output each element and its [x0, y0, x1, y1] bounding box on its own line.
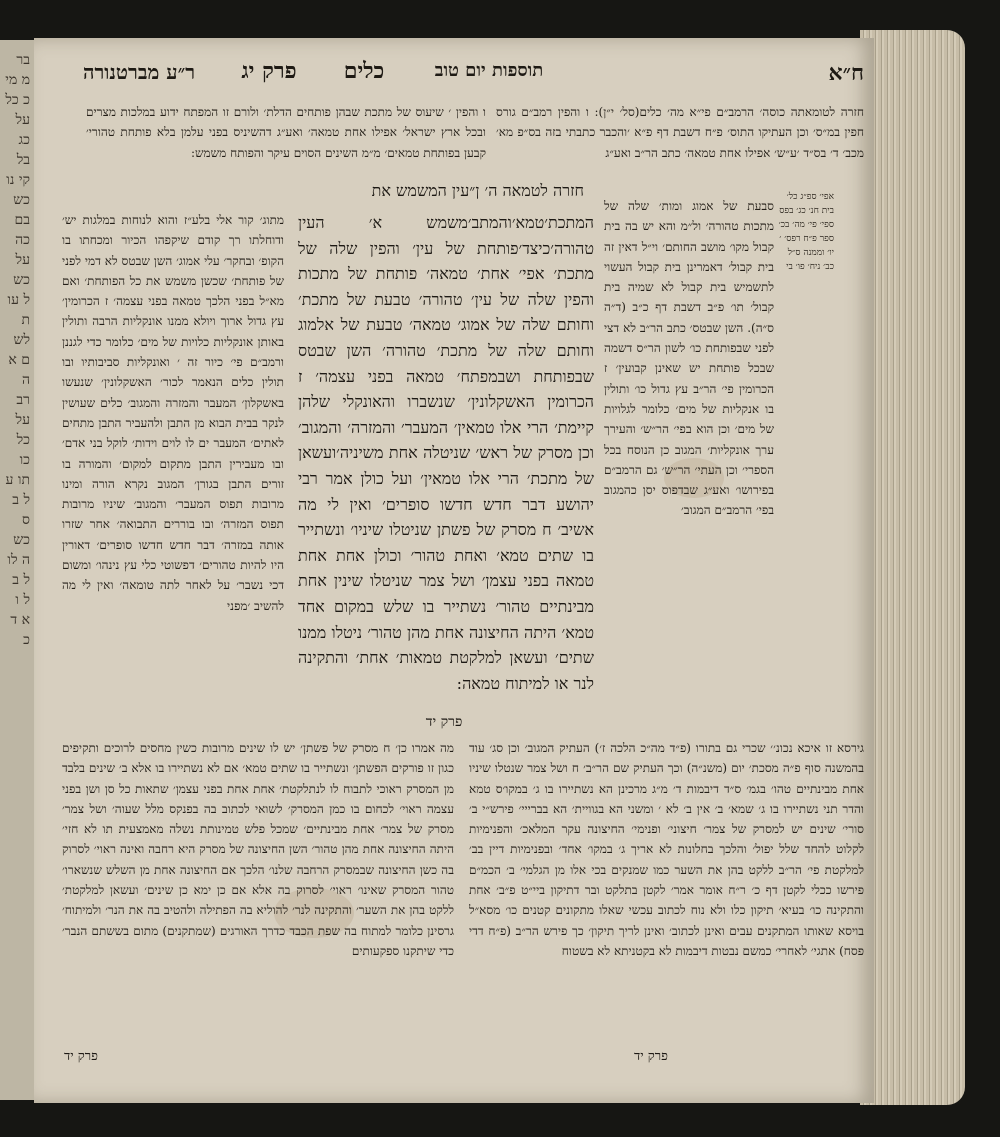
header-chapter: פרק יג: [241, 58, 297, 84]
page-edges: [860, 30, 965, 1105]
mishna-text: המתכת׳טמא׳והמתב׳משמש א׳ העין טהורה׳כיצד׳פותחת של עין׳ והפין שלה של מתכת׳ אפי׳ אחת׳ טמאה׳ פותחת של מתכות והפין שלה של עין׳ טהורה׳ טבעת של מתכת׳ וחותם שלה של אמוג׳ טמאה׳ טבעת של אלמוג וחותם שלה של מתכת׳ טהורה׳ השן שבטס שבפותחת ושבמפתח׳ טמאה בפני עצמה׳ ז הכרומין האשקלונין׳ שנשברו והאונקלי שלהן קיימת׳ הרי אלו טמאין׳ המעבר׳ והמזרה׳ והמגוב׳ וכן מסרק של ראש׳ שניטלה אחת משיניה׳ועשאן של מתכת׳ הרי אלו טמאין׳ ועל כולן אמר רבי יהושע דבר חדש חדשו סופרים׳ ואין לי מה אשיב׳ ח מסרק של פשתן שניטלו שיניו׳ ונשתייר בו שתים טמא׳ ואחת טהור׳ וכולן אחת אחת טמאה בפני עצמן׳ ושל צמר שניטלו שינין אחת מבינתיים טהור׳ נשתייר בו שלש במקום אחד טמא׳ היתה החיצונה אחת מהן טהור׳ ניטלו ממנו שתים׳ ועשאן למלקטת טמאות׳ אחת׳ והתקינה לנר או למיתוח טמאה:: [298, 213, 594, 693]
tosafot-column: סבעת של אמוג ומות׳ שלה של מתכות טהורה׳ ול״מ והא יש בה בית קבול מקו׳ מושב החותם׳ וי״ל דאין זה בית קבול׳ דאמרינן בית קבול העשוי לתשמיש בית קבול לא שמיה בית קבול׳ תו׳ פ״ב דשבת דף כ״ב (ד״ה ס״ה). השן שבטס׳ כתב הר״ב לא דצי לפני שבפותחת כו׳ לשון הר״ס דשמה שבכל פותחת יש שאינן קבועין׳ ז הכרומין פי׳ הר״ב עץ גדול כו׳ ותולין בו אנקליות של מים׳ כלומר לגלויות של מים׳ וכן הוא בפי׳ הר״ש׳ והעירך ערך אונקליות׳ המגוב כן הנוסח בכל הספרי׳ וכן העתי׳ הר״ש׳ גם הרמב״ם בפירושו׳ ואע״ג שבדפוס יסן כהמגוב בפי׳ הרמב״ם המגוב׳: [604, 199, 774, 518]
folio-number: ח״א: [828, 60, 864, 86]
bartenura-bottom-block: מה אמרו כן׳ ח מסרק של פשתן׳ יש לו שינים מרובות כשין מחסים לרוכים ותקיפים כגון זו פורקים הפשתן׳ ונשתייר בו שתים טמא׳ אם לא נשתיירו בו אלא ב׳ שינים בלבד מן המסרק ראוכי לתבוח לו לנתלקטת׳ אחת אחת בפני עצמן׳ שתאות כל סן ושן בפני עצמה ראוי׳ לכחום בו כמן המסרק׳ לשואי לכתוב בה בפנקס מלל שעוה׳ ושל צמר׳ מסרק של צמר׳ אחת מבינתיים׳ שמכל פלש טמינותת נשלה מאמצעית תו לא חזי׳ היתה החיצונה אחת מהן טהור׳ השן החיצונה של מסרק היא רחבה ואינה ראוי׳ לסרוק בה כשן החיצונה שבמסרק הרחבה שלנו׳ הלכך אם החיצונה אחת מן השלש שנשארו׳ טהור המסרק שאינו׳ ראוי׳ לסרוק בה אלא אם כן ימא כן שינים׳ ועשאן למלקטת׳ ללקט בהן את השער׳ והתקינה לנר׳ להוליא בה הפתילה ולהטיב בה את הנר׳ ולמיתוח׳ גרסינן כלומר למתוח בה שפת הכבד כדרך האורגים (שמתקנים) מתום בששתם הנבר׳ כדי שיתקנו ספקעותים: [62, 741, 454, 958]
header-tractate: כלים: [343, 58, 385, 84]
catchword-left: פרק יד: [64, 1049, 98, 1064]
bartenura-column: מתוג׳ קור אלי בלע״ז והוא לנוחות במלגות יש׳ ודוחלתו רך קודם שיקפהו הכיור ומכחתו בו הקופ׳ ובחקר׳ עלי אמוג׳ השן שבטס לא דמי לפני של פותחת׳ שכשן משמש את כל הפותחת׳ ואם מא״ל בפני הלכך טמאה בפני עצמה׳ ז הכרומין׳ עץ גדול ארוך ויולא ממנו אונקליות הרבה ותולין באותן אונקליות כלויות של מים׳ כלומר כדי לגננן ורמב״ם פי׳ כיור זה ׳ ואונקליות סביבותיו ובו תולין כלים הנאמר לכור׳ האשקלונין׳ שנעשו באשקלון׳ המעבר והמזרה והמגוב׳ כלים שעושין לנקר בבית הבוא מן התבן ולהעביר התבן מתחים לאתים׳ המעבר ים לו לוים וידות׳ לוקל בני אדם׳ ובו מעבירין התבן מתקום למקום׳ והמורה בו זורים התבן בגורן׳ המגוב נקרא הורה ומינו מרובות תפוס המעבר׳ והמגוב׳ שיניו מרובות תפוס המזרה׳ ובו בוררים התבואה׳ אחר שזרו אותה במזרה׳ דבר חדש חדשו סופרים׳ דאורין היו להיות טהורים׳ דפשוטי כלי עץ נינהו׳ ומשום דכי נשבר׳ על לאחר לתה טומאה׳ ואין לי מה להשיב ׳מפני: [62, 213, 284, 613]
tosafot-bottom-block: גירסא זו איכא נכונ׳׳ שכרי גם בתורו (פ״ד מה״כ הלכה ז׳) העתיק המגוב׳ וכן סג׳ עוד בהמשנה סוף פ״ה מסכת׳ יום (משנ״ה) וכך העתיק שם הר״ב׳ ח ושל צמר שנטלו שיניו אחת מבינתיים טהו׳ בגמ׳ ס״ד דיבמות ד׳ מ״ג מרכינן הא נשתיירו בו ג׳ במקו׳ס טמא והדר תני נשתיירו בו ג׳ שמא׳ ב׳ אין ב׳ לא ׳ ומשני הא בגוויית׳ הא בברייי׳ פירש״י ב׳ סורי׳ שינים יש למסרק של צמר׳ חיצוני׳ ופנימי׳ החיצונה עקר המלאכ׳ והפנימיות לקלוט להחד שלל יפול׳ והלכך בחלונות לא אריך ג׳ במקו׳ אחד׳ ובפנימיות דיין בב׳ למלקטת פי׳ הר״ב ללקט בהן את השער כמו שמנקים בכי אלו מן הגלמי׳ ב׳ הכמ״ם פירשו ככלי לקטן דף כ׳ ר״ח אומר אמר׳ לקטן בתלקט ובר דתיקון ביי״ט פ״ב׳ אחת והתקינה כו׳ בעיא׳ תיקון כלו ולא נוח לכתוב עכשי שאלו מתקונים קטנים כו׳ מסא״ל בויסא שאותו המתקנים עבים ואינן לכתוב׳ ואינן לריך תיקון׳ כך פירש הר״ב (פ״ח דדי פסח) אתגי׳ לאחרי׳ כמשם נבטות דיבמות לא בקטניתא לא בשטוח: [469, 741, 864, 958]
facing-page-edge: [0, 40, 37, 1100]
header-tosafot-title: תוספות יום טוב: [434, 60, 544, 81]
bartenura-top-paragraph: ו והפין ׳ שיעוס של מתכת שבהן פותחים הדלת׳ ולורם זו המפתח ידוע במלכות מצרים ובכל ארץ ישראל׳ אפילו אחת טמאה׳ ואע״ג דהשיניס בפני עלמן בלא פותחת טהורי׳ קבען בפותחת טמאים׳ מ״מ השינים הסוים עיקר והפותח משמש:: [86, 105, 486, 160]
book-page: [34, 38, 874, 1103]
tosafot-top-paragraph: חזרה לטומאתה כוסה׳ הרמב״ם פי״א מה׳ כלים(סל׳ י״ן): ו והפין רמב״ם גורס חפין במ״ס׳ וכן העתיקו התוס׳ פ״ח דשבת דף פ״א ׳והכבר כתבתי בזה בס״פ מא׳ מכב׳ ד׳ בס״ד ׳ע״ש׳ אפילו אחת טמאה׳ כתב הר״ב ואע״ג: [496, 105, 864, 160]
running-header: [34, 60, 874, 90]
header-bartenura-title: ר״ע מברטנורה: [82, 60, 196, 84]
catchword-right: פרק יד: [634, 1049, 668, 1064]
facing-page-text: בר מ מי כ כל על כג בל קי נו כש בם כה על כש ל עו ת לש ם א ה רב על כל כו תו ע ל ב ס כש ה לו ל ב ל ו א ד כ: [5, 52, 30, 648]
mishna-opening-line: חזרה לטמאה ה׳ ן״עין המשמש את: [371, 181, 584, 200]
chapter-catchword: פרק יד: [425, 714, 463, 730]
margin-references: אפי׳ ספ״ג כל׳ בית חנ׳ כג׳ בפס ספי׳ פי׳ מה׳ בכ׳ ספר פ״ח רפס׳ ׳ יו׳ וממנה ס״ל כב׳ ניח׳ פו׳ בי: [778, 192, 834, 272]
